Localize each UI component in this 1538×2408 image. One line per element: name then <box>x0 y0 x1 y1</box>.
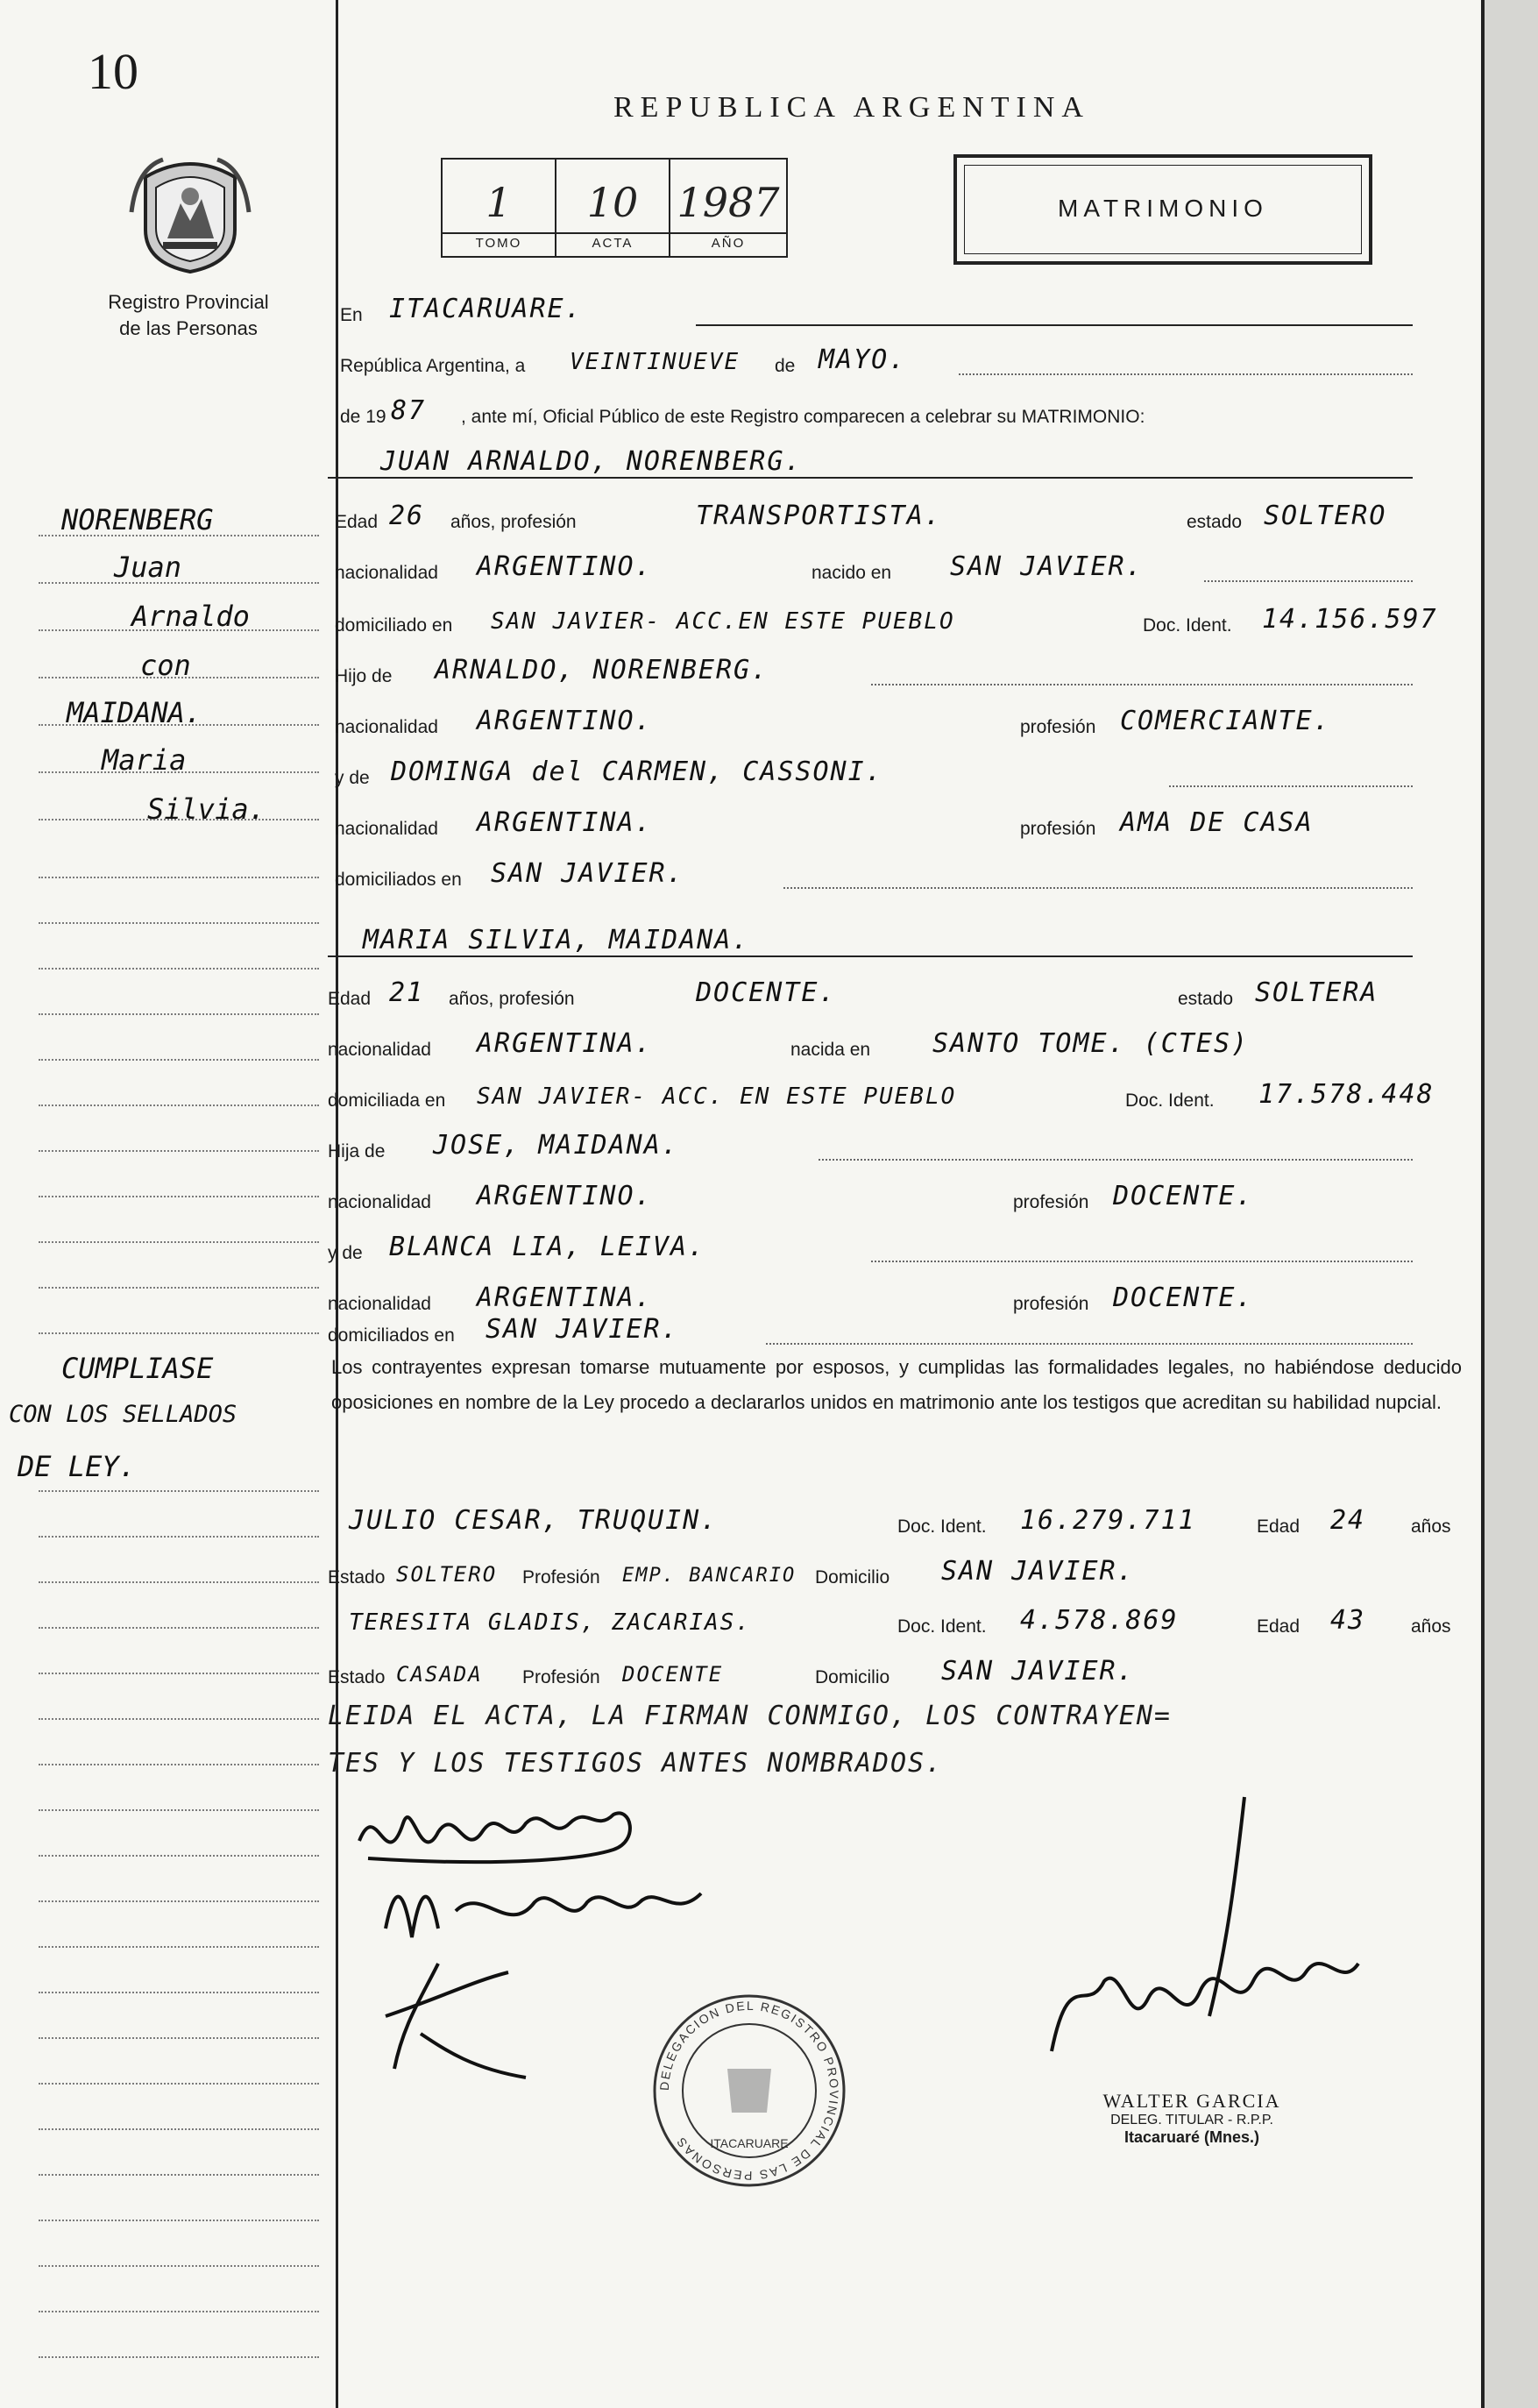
witness-2-domicile: SAN JAVIER. <box>941 1656 1135 1687</box>
witness-2-doc: 4.578.869 <box>1020 1605 1179 1636</box>
margin-dotted-line <box>39 1764 319 1765</box>
margin-dotted-line <box>39 922 319 924</box>
groom-age-row: Edad 26 años, profesión TRANSPORTISTA. estado SOLTERO <box>335 501 1387 532</box>
margin-dotted-line <box>39 1581 319 1583</box>
stamp-ring-text: DELEGACION DEL REGISTRO PROVINCIAL DE LAS PERSONAS <box>656 1998 842 2184</box>
bride-parents-domicile: SAN JAVIER. <box>485 1314 679 1345</box>
registry-name <box>61 289 315 342</box>
official-place: Itacaruaré (Mnes.) <box>1123 2128 1260 2146</box>
bride-birthplace: SANTO TOME. (CTES) <box>932 1028 1250 1059</box>
witness-1-detail-row: Estado SOLTERO Profesión EMP. BANCARIO Domicilio SAN JAVIER. <box>328 1556 1135 1588</box>
acta-cell <box>556 160 670 256</box>
witness-1-name: JULIO CESAR, TRUQUIN. <box>349 1505 719 1536</box>
margin-dotted-line <box>39 629 319 631</box>
anio-label: AÑO <box>670 232 786 251</box>
margin-note-cumpliase: CUMPLIASE <box>61 1352 214 1385</box>
bride-name-row <box>328 920 1413 959</box>
margin-dotted-line <box>39 819 319 820</box>
witness-2-name: TERESITA GLADIS, ZACARIAS. <box>349 1609 751 1636</box>
margin-dotted-line <box>39 1673 319 1674</box>
year-value: 87 <box>391 395 427 426</box>
margin-dotted-line <box>39 2037 319 2039</box>
margin-dotted-line <box>39 1992 319 1993</box>
groom-father: ARNALDO, NORENBERG. <box>435 655 769 685</box>
record-box <box>441 158 788 258</box>
header-date-row: República Argentina, a VEINTINUEVE de MAYO. <box>328 340 1413 379</box>
witness-1-age: 24 <box>1330 1505 1366 1536</box>
bride-name: MARIA SILVIA, MAIDANA. <box>363 925 750 955</box>
header-place-row: En ITACARUARE. <box>328 289 1413 328</box>
stamp-bottom-text: ITACARUARE <box>710 2136 789 2150</box>
groom-nationality: ARGENTINO. <box>477 551 653 582</box>
groom-father-profession: COMERCIANTE. <box>1120 706 1331 736</box>
bride-age: 21 <box>389 977 425 1008</box>
margin-dotted-line <box>39 2311 319 2312</box>
registry-line-2: de las Personas <box>119 317 258 339</box>
witness-1-row: JULIO CESAR, TRUQUIN. Doc. Ident. 16.279.711 Edad 24 años <box>349 1505 1451 1537</box>
tomo-label: TOMO <box>443 232 555 251</box>
witness-1-domicile: SAN JAVIER. <box>941 1556 1135 1587</box>
anio-cell <box>670 160 786 256</box>
registry-line-1: Registro Provincial <box>108 291 269 313</box>
margin-dotted-line <box>39 1855 319 1857</box>
closing-line-2: TES Y LOS TESTIGOS ANTES NOMBRADOS. <box>328 1748 944 1779</box>
declaration-paragraph: Los contrayentes expresan tomarse mutuamente por esposos, y cumplidas las formalidades legales, no habiéndose deducido oposiciones en nombre de la Ley procedo a declararlos unidos en matrimonio ante los testigos que acreditan su habilidad nupcial. <box>331 1356 1462 1413</box>
groom-age: 26 <box>389 501 425 531</box>
anio-value: 1987 <box>677 179 780 226</box>
groom-domicile-row: domiciliado en SAN JAVIER- ACC.EN ESTE PUEBLO Doc. Ident. 14.156.597 <box>335 604 1438 636</box>
margin-dotted-line <box>39 1718 319 1720</box>
bride-marital: SOLTERA <box>1255 977 1379 1008</box>
groom-mother-nationality: ARGENTINA. <box>477 807 653 838</box>
groom-name-row <box>328 442 1413 480</box>
groom-nationality-row: nacionalidad ARGENTINO. nacido en SAN JAVIER. <box>328 547 1413 586</box>
groom-mother: DOMINGA del CARMEN, CASSONI. <box>391 756 883 787</box>
groom-domicile: SAN JAVIER- ACC.EN ESTE PUEBLO <box>491 608 955 635</box>
margin-dotted-line <box>39 1536 319 1538</box>
bride-mother-nat-row: nacionalidad ARGENTINA. profesión DOCENTE. <box>328 1282 1254 1314</box>
groom-mother-profession: AMA DE CASA <box>1120 807 1314 838</box>
groom-birthplace: SAN JAVIER. <box>950 551 1144 582</box>
document-type-box <box>953 154 1372 265</box>
bride-parents-dom-row-2: domiciliados en SAN JAVIER. <box>328 1310 1413 1348</box>
margin-dotted-line <box>39 1059 319 1061</box>
margin-note-second-name: Arnaldo <box>131 600 250 633</box>
bride-mother: BLANCA LIA, LEIVA. <box>389 1232 706 1262</box>
sheet-number: 10 <box>88 43 138 100</box>
groom-father-row: Hijo de ARNALDO, NORENBERG. <box>328 650 1413 689</box>
bride-father-nationality: ARGENTINO. <box>477 1181 653 1211</box>
margin-note-surname: NORENBERG <box>61 503 214 536</box>
groom-father-nat-row: nacionalidad ARGENTINO. profesión COMERCIANTE. <box>335 706 1331 737</box>
bride-domicile-row: domiciliada en SAN JAVIER- ACC. EN ESTE PUEBLO Doc. Ident. 17.578.448 <box>328 1079 1435 1111</box>
bride-father-profession: DOCENTE. <box>1113 1181 1254 1211</box>
month-value: MAYO. <box>819 345 907 375</box>
official-name: WALTER GARCIA <box>1102 2090 1281 2112</box>
acta-label: ACTA <box>556 232 669 251</box>
signature-witness-1 <box>368 1946 561 2086</box>
groom-profession: TRANSPORTISTA. <box>696 501 942 531</box>
bride-profession: DOCENTE. <box>696 977 837 1008</box>
margin-note-de-ley: DE LEY. <box>18 1450 136 1483</box>
bride-doc: 17.578.448 <box>1258 1079 1435 1110</box>
groom-doc: 14.156.597 <box>1262 604 1438 635</box>
signature-bride <box>368 1867 719 1955</box>
margin-note-bride-surname: MAIDANA. <box>67 696 202 729</box>
document-type: MATRIMONIO <box>1058 195 1268 222</box>
groom-mother-nat-row: nacionalidad ARGENTINA. profesión AMA DE CASA <box>335 807 1314 839</box>
witness-2-age: 43 <box>1330 1605 1366 1636</box>
day-value: VEINTINUEVE <box>570 349 741 375</box>
margin-dotted-line <box>39 1013 319 1015</box>
signature-official <box>1034 1788 1367 2078</box>
groom-father-nationality: ARGENTINO. <box>477 706 653 736</box>
witness-1-doc: 16.279.711 <box>1020 1505 1196 1536</box>
bride-father: JOSE, MAIDANA. <box>433 1130 679 1161</box>
margin-dotted-line <box>39 2128 319 2130</box>
bride-age-row: Edad 21 años, profesión DOCENTE. estado SOLTERA <box>328 977 1379 1009</box>
groom-marital: SOLTERO <box>1264 501 1387 531</box>
margin-dotted-line <box>39 1105 319 1106</box>
groom-parents-domicile: SAN JAVIER. <box>491 858 684 889</box>
margin-dotted-line <box>39 1900 319 1902</box>
header-year-row: de 19 87 , ante mí, Oficial Público de este Registro comparecen a celebrar su MATRIMONIO: <box>340 395 1145 427</box>
margin-note-bride-second: Silvia. <box>147 792 266 826</box>
margin-dotted-line <box>39 2265 319 2267</box>
margin-dotted-line <box>39 724 319 726</box>
margin-dotted-line <box>39 2220 319 2221</box>
witness-2-row: TERESITA GLADIS, ZACARIAS. Doc. Ident. 4.578.869 Edad 43 años <box>349 1605 1451 1637</box>
official-block <box>1060 2090 1323 2147</box>
margin-note-sellados: CON LOS SELLADOS <box>9 1401 237 1428</box>
witness-2-profession: DOCENTE <box>622 1662 724 1687</box>
witness-1-marital: SOLTERO <box>396 1562 498 1587</box>
margin-dotted-line <box>39 677 319 678</box>
tomo-cell <box>443 160 556 256</box>
margin-dotted-line <box>39 535 319 536</box>
margin-dotted-line <box>39 2083 319 2085</box>
bride-mother-row: y de BLANCA LIA, LEIVA. <box>328 1227 1413 1266</box>
bride-mother-profession: DOCENTE. <box>1113 1282 1254 1313</box>
margin-dotted-line <box>39 1287 319 1289</box>
witness-1-profession: EMP. BANCARIO <box>622 1565 797 1587</box>
tomo-value: 1 <box>485 179 512 226</box>
margin-dotted-line <box>39 1150 319 1152</box>
margin-dotted-line <box>39 2174 319 2176</box>
bride-mother-nationality: ARGENTINA. <box>477 1282 653 1313</box>
bride-nationality: ARGENTINA. <box>477 1028 653 1059</box>
margin-note-bride-first: Maria <box>102 743 187 777</box>
place-value: ITACARUARE. <box>389 294 583 324</box>
margin-note-con: con <box>140 649 191 682</box>
margin-dotted-line <box>39 1490 319 1492</box>
bride-nationality-row: nacionalidad ARGENTINA. nacida en SANTO TOME. (CTES) <box>328 1028 1250 1060</box>
witness-2-marital: CASADA <box>396 1662 483 1687</box>
misiones-coat-of-arms-icon <box>128 151 252 275</box>
closing-line-1: LEIDA EL ACTA, LA FIRMAN CONMIGO, LOS CONTRAYEN= <box>328 1701 1172 1731</box>
margin-note-first-name: Juan <box>114 551 182 584</box>
margin-dotted-line <box>39 1196 319 1197</box>
bride-father-nat-row: nacionalidad ARGENTINO. profesión DOCENTE. <box>328 1181 1254 1212</box>
margin-dotted-line <box>39 968 319 970</box>
groom-name: JUAN ARNALDO, NORENBERG. <box>380 446 803 477</box>
country-title: REPUBLICA ARGENTINA <box>613 91 1090 124</box>
margin-dotted-line <box>39 1241 319 1243</box>
margin-dotted-line <box>39 877 319 878</box>
official-stamp <box>649 1990 850 2191</box>
bride-domicile: SAN JAVIER- ACC. EN ESTE PUEBLO <box>477 1083 957 1110</box>
margin-dotted-line <box>39 582 319 584</box>
official-title: DELEG. TITULAR - R.P.P. <box>1110 2113 1273 2127</box>
margin-dotted-line <box>39 1809 319 1811</box>
witness-2-detail-row: Estado CASADA Profesión DOCENTE Domicilio SAN JAVIER. <box>328 1656 1135 1687</box>
groom-parents-dom-row: domiciliados en SAN JAVIER. <box>328 854 1413 892</box>
margin-dotted-line <box>39 1627 319 1629</box>
groom-mother-row: y de DOMINGA del CARMEN, CASSONI. <box>328 752 1413 791</box>
margin-dotted-line <box>39 1332 319 1334</box>
margin-dotted-line <box>39 1946 319 1948</box>
bride-father-row: Hija de JOSE, MAIDANA. <box>328 1126 1413 1164</box>
margin-dotted-line <box>39 771 319 773</box>
acta-value: 10 <box>586 179 639 226</box>
margin-dotted-line <box>39 2356 319 2358</box>
